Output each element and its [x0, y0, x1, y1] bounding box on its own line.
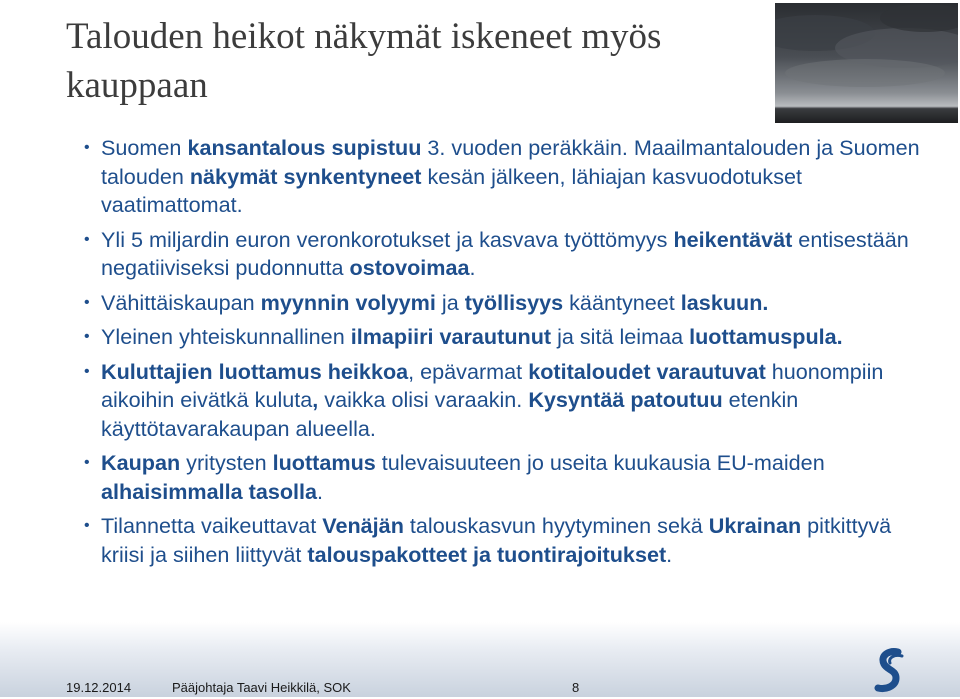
bullet-item	[80, 226, 940, 283]
s-group-logo	[874, 648, 906, 694]
bullet-text-bold: laskuun.	[680, 289, 769, 315]
bullet-text: yritysten	[180, 450, 273, 475]
bullet-text: vaikka olisi varaakin.	[318, 387, 529, 412]
page-number: 8	[572, 680, 580, 695]
footer-band	[0, 622, 960, 697]
bullet-text: Suomen	[101, 135, 188, 160]
bullet-text-bold: näkymät synkentyneet	[189, 163, 422, 189]
bullet-text-bold: ilmapiiri varautunut	[350, 324, 552, 349]
bullet-text: , epävarmat	[408, 358, 529, 384]
bullet-item	[80, 323, 940, 352]
bullet-item	[80, 449, 940, 506]
bullet-text: .	[666, 541, 673, 567]
bullet-item	[80, 289, 940, 318]
bullet-item	[80, 512, 940, 569]
bullet-text: .	[469, 255, 476, 280]
bullet-text-bold: myynnin volyymi	[260, 289, 436, 315]
bullet-text: Yli 5 miljardin euron veronkorotukset ja kasvava työttömyys	[101, 226, 674, 252]
bullet-marker: •	[84, 362, 90, 380]
bullet-text-bold: kotitaloudet varautuvat	[528, 358, 766, 384]
bullet-marker: •	[84, 230, 90, 248]
bullet-text-bold: luottamuspula.	[689, 324, 843, 349]
bullet-marker: •	[84, 454, 90, 471]
bullet-marker: •	[84, 139, 90, 156]
bullet-text: 3. vuoden peräkkäin. Maailmantalouden ja Suomen talouden	[101, 135, 920, 189]
bullet-text-bold: työllisyys	[464, 289, 564, 315]
bullet-text-bold: Kysyntää patoutuu	[528, 387, 723, 412]
bullet-text: Tilannetta vaikeuttavat	[101, 513, 323, 538]
bullet-marker: •	[84, 517, 90, 534]
bullet-text-bold: luottamus	[272, 450, 376, 475]
bullet-marker: •	[84, 328, 90, 345]
bullet-text-bold: Venäjän	[322, 513, 404, 538]
bullet-text: Vähittäiskaupan	[101, 289, 261, 315]
bullet-text: ja	[435, 289, 465, 315]
footer-author: Pääjohtaja Taavi Heikkilä, SOK	[172, 680, 351, 695]
bullet-text-bold: heikentävät	[673, 226, 793, 252]
bullet-text: tulevaisuuteen jo useita kuukausia EU-maiden	[375, 450, 825, 475]
bullet-item	[80, 358, 940, 444]
bullet-text: pitkittyvä kriisi ja siihen liittyvät	[101, 513, 892, 567]
bullet-text: etenkin käyttötavarakaupan alueella.	[101, 387, 799, 441]
bullet-text-bold: talouspakotteet ja tuontirajoitukset	[307, 541, 667, 567]
storm-clouds-photo	[775, 3, 958, 123]
bullet-text-bold: Kaupan	[101, 450, 181, 475]
slide-title: Talouden heikot näkymät iskeneet myös kauppaan	[66, 16, 662, 106]
bullet-item	[80, 134, 940, 220]
bullet-text-bold: alhaisimmalla tasolla	[101, 478, 318, 504]
bullet-text: Yleinen yhteiskunnallinen	[101, 324, 351, 349]
bullet-text: kääntyneet	[563, 289, 681, 315]
bullet-text-bold: kansantalous supistuu	[187, 135, 422, 160]
bullet-text-bold: Ukrainan	[708, 513, 802, 538]
bullet-marker: •	[84, 293, 90, 311]
footer-date: 19.12.2014	[66, 680, 132, 695]
bullet-list	[80, 134, 940, 569]
bullet-text-bold: Kuluttajien luottamus heikkoa	[101, 358, 409, 384]
bullet-text: .	[317, 478, 324, 504]
bullet-text: kesän jälkeen, lähiajan kasvuodotukset vaatimattomat.	[101, 163, 803, 217]
bullet-text-bold: ,	[312, 387, 319, 412]
bullet-text: entisestään negatiiviseksi pudonnutta	[101, 226, 909, 280]
bullet-text: talouskasvun hyytyminen sekä	[403, 513, 709, 538]
bullet-text: ja sitä leimaa	[551, 324, 690, 349]
bullet-text: huonompiin aikoihin eivätkä kuluta	[101, 358, 884, 412]
bullet-text-bold: ostovoimaa	[349, 255, 470, 280]
